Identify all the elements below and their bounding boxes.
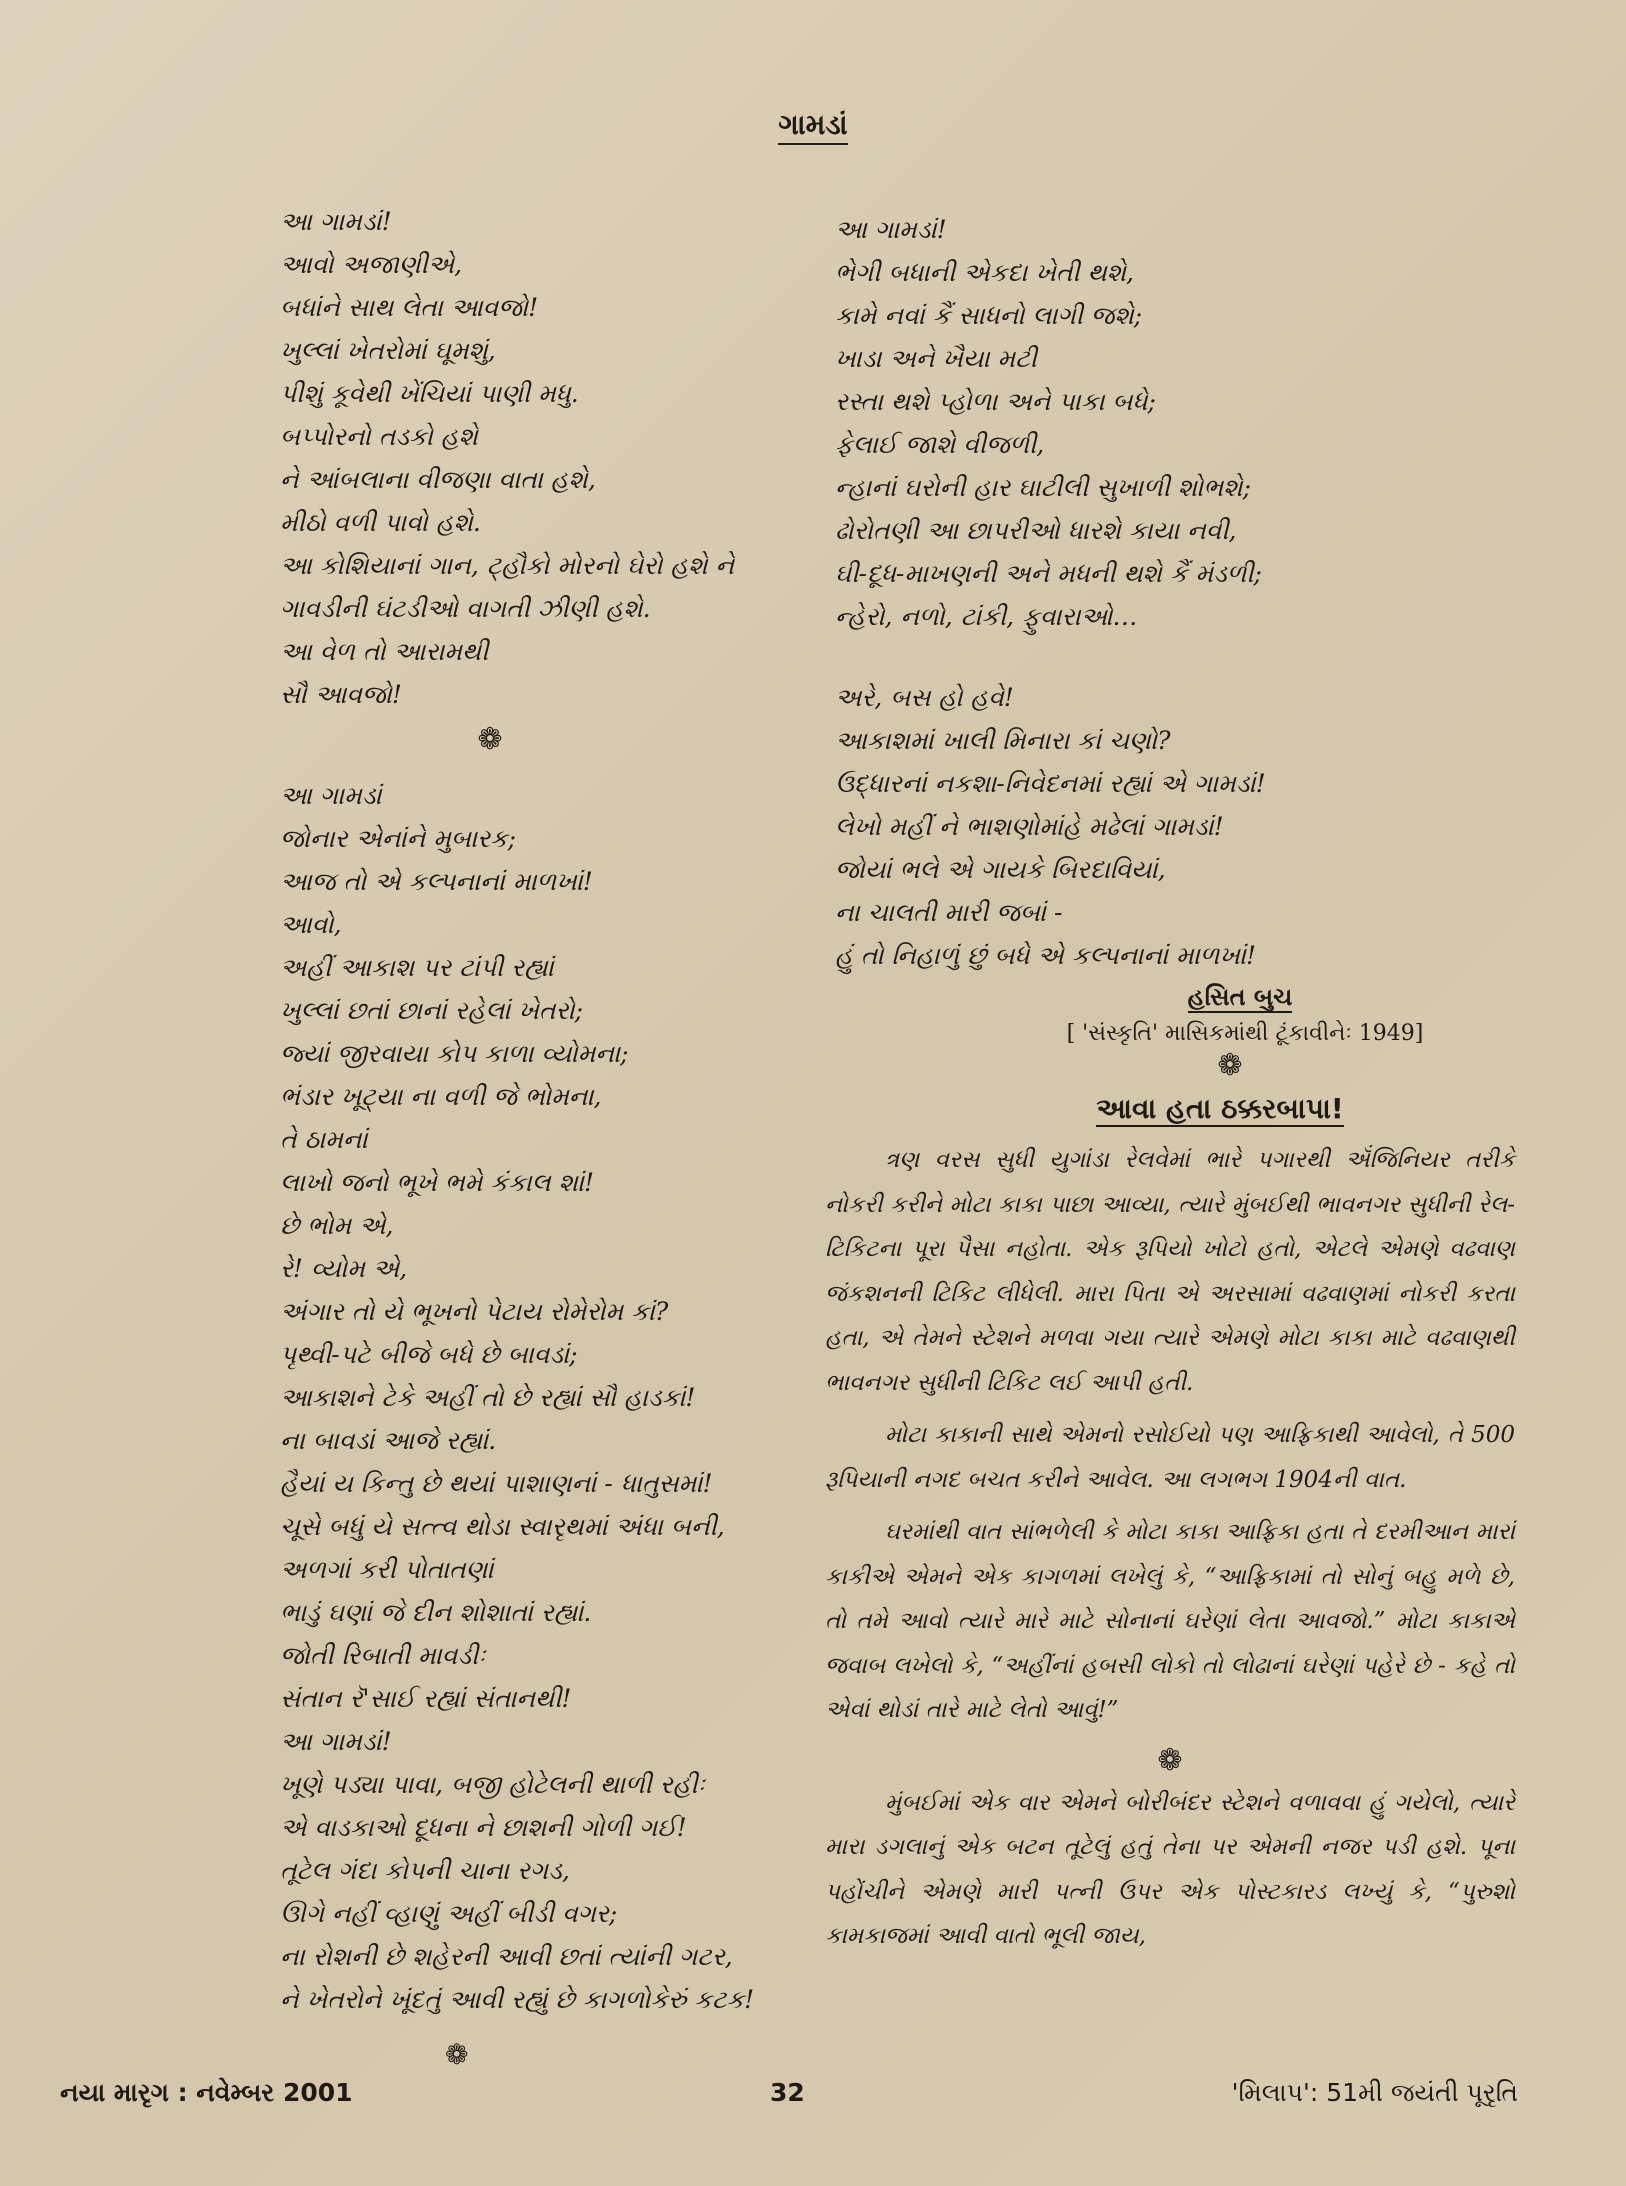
poem-line: બપ્પોરનો તડકો હશે (280, 422, 478, 451)
poem-line: ને ખેતરોને ખૂંદતું આવી રહ્યું છે કાગળોકેરું કટક! (280, 1985, 755, 2014)
poem-line: અહીં આકાશ પર ટાંપી રહ્યાં (280, 953, 554, 982)
poem-line: મીઠો વળી પાવો હશે. (280, 508, 481, 537)
poem-line: તૂટેલ ગંદા કોપની ચાના રગડ, (280, 1856, 570, 1885)
poem-line: રસ્તા થશે પ્હોળા અને પાકા બધે; (835, 387, 1156, 416)
poem-line: ખુલ્લાં ખેતરોમાં ઘૂમશું, (280, 336, 496, 365)
poem-line: આજ તો એ કલ્પનાનાં માળખાં! (280, 867, 593, 896)
poem-line: સૌ આવજો! (280, 680, 402, 709)
poem-line: હૈયાં ય કિન્તુ છે થયાં પાશાણનાં - ધાતુસમાં! (280, 1469, 713, 1498)
page-number: 32 (770, 2078, 805, 2107)
poem-line: છે ભોમ એ, (280, 1211, 394, 1240)
poem-line: આકાશમાં ખાલી મિનારા કાં ચણો? (835, 726, 1171, 755)
poem-line: કામે નવાં કૈં સાધનો લાગી જશે; (835, 301, 1143, 330)
poem-line: આ ગામડાં! (280, 1727, 392, 1756)
poem-line: અરે, બસ હો હવે! (835, 683, 1014, 712)
flower-ornament: ❁ (477, 722, 503, 757)
author-name: હસિત બુચ (1187, 983, 1293, 1011)
poem-line: સંતાન રૅ'સાઈ રહ્યાં સંતાનથી! (280, 1684, 572, 1713)
poem-line: આ કોશિયાનાં ગાન, ટ્હૌકો મોરનો ઘેરો હશે ને (280, 551, 735, 580)
article-paragraph: મોટા કાકાની સાથે એમનો રસોઈયો પણ આફ્રિકાથી આવેલો, તે 500 રૂપિયાની નગદ બચત કરીને આવેલ. આ લગભગ 1904ની વાત. (825, 1422, 1515, 1493)
poem-line: લાખો જનો ભૂખે ભમે કંકાલ શાં! (280, 1168, 595, 1197)
left-stanza-1 (280, 200, 840, 716)
poem-line: બધાંને સાથ લેતા આવજો! (280, 293, 539, 322)
poem-line: ઘી-દૂધ-માખણની અને મધની થશે કૈં મંડળી; (835, 559, 1262, 588)
right-column (825, 208, 1525, 1967)
poem-line: ઢોરોતણી આ છાપરીઓ ધારશે કાયા નવી, (835, 516, 1237, 545)
right-stanza-2 (835, 676, 1525, 977)
poem-line: પીશું કૂવેથી ખેંચિયાં પાણી મધુ. (280, 379, 579, 408)
poem-line: ભંડાર ખૂટ્યા ના વળી જે ભોમના, (280, 1082, 602, 1111)
poem-line: અંગાર તો યે ભૂખનો પેટાય રોમેરોમ કાં? (280, 1297, 669, 1326)
flower-ornament: ❁ (445, 2038, 469, 2071)
poem-line: જોયાં ભલે એ ગાયકે બિરદાવિયાં, (835, 855, 1166, 884)
page-title: ગામડાં (778, 108, 847, 145)
poem-line: જોનાર એનાંને મુબારક; (280, 824, 517, 853)
poem-line: લેખો મહીં ને ભાશણોમાંહે મઢેલાં ગામડાં! (835, 812, 1224, 841)
poem-line: ચૂસે બધું યે સત્ત્વ થોડા સ્વારૃથમાં અંધા બની, (280, 1512, 725, 1541)
article-paragraph: મુંબઈમાં એક વાર એમને બોરીબંદર સ્ટેશને વળાવવા હું ગયેલો, ત્યારે મારા ડગલાનું એક બટન તૂટેલું હતું તેના પર એમની નજર પડી હશે. પૂના પહોંચીને એમણે મારી પત્ની ઉપર એક પોસ્ટકારડ લખ્યું કે, “પુરુશો કામકાજમાં આવી વાતો ભૂલી જાય, (825, 1789, 1515, 1949)
poem-line: ના રોશની છે શહેરની આવી છતાં ત્યાંની ગટર, (280, 1942, 733, 1971)
page-header (0, 108, 1626, 142)
poem-line: આ ગામડાં (280, 781, 382, 810)
poem-line: હું તો નિહાળું છું બધે એ કલ્પનાનાં માળખાં! (835, 941, 1257, 970)
poem-line: ગાવડીની ઘંટડીઓ વાગતી ઝીણી હશે. (280, 594, 651, 623)
stanza-gap (835, 638, 1525, 676)
article-title-text: આવા હતા ઠક્કરબાપા! (1096, 1092, 1344, 1125)
poem-line: ના બાવડાં આજે રહ્યાં. (280, 1426, 497, 1455)
footer-supplement: 'મિલાપ': 51મી જયંતી પૂરૃતિ (1231, 2078, 1518, 2107)
footer-magazine: નયા મારૃગ : નવેમ્બર 2001 (60, 2078, 353, 2107)
poem-line: આવો, (280, 910, 342, 939)
poem-line: અળગાં કરી પોતાતણાં (280, 1555, 494, 1584)
poem-line: ન્હેરો, નળો, ટાંકી, ફુવારાઓ… (835, 602, 1138, 631)
poem-line: ખાડા અને ખૈયા મટી (835, 344, 1037, 373)
poem-line: આકાશને ટેકે અહીં તો છે રહ્યાં સૌ હાડકાં! (280, 1383, 696, 1412)
flower-ornament: ❁ (1217, 1048, 1243, 1083)
poem-line: ઊગે નહીં વ્હાણું અહીં બીડી વગર; (280, 1899, 618, 1928)
poem-line: ખુલ્લાં છતાં છાનાં રહેલાં ખેતરો; (280, 996, 584, 1025)
poem-line: આ ગામડાં! (280, 207, 392, 236)
poem-line: પૃથ્વી-પટે બીજે બધે છે બાવડાં; (280, 1340, 578, 1369)
left-column (280, 200, 840, 2021)
poem-line: ન્હાનાં ઘરોની હાર ઘાટીલી સુખાળી શોભશે; (835, 473, 1252, 502)
poem-line: ખૂણે પડ્યા પાવા, બજી હોટેલની થાળી રહીઃ (280, 1770, 705, 1799)
poem-author (835, 983, 1525, 1011)
poem-line: આ વેળ તો આરામથી (280, 637, 489, 666)
poem-line: ભાડું ઘણાં જે દીન શોશાતાં રહ્યાં. (280, 1598, 592, 1627)
article-paragraph: ત્રણ વરસ સુધી યુગાંડા રેલવેમાં ભારે પગારથી ઍંજિનિયર તરીકે નોકરી કરીને મોટા કાકા પાછા આવ્યા, ત્યારે મુંબઈથી ભાવનગર સુધીની રેલ-ટિકિટના પૂરા પૈસા નહોતા. એક રૂપિયો ખોટો હતો, એટલે એમણે વઢવાણ જંકશનની ટિકિટ લીધેલી. મારા પિતા એ અરસામાં વઢવાણમાં નોકરી કરતા હતા, એ તેમને સ્ટેશને મળવા ગયા ત્યારે એમણે મોટા કાકા માટે વઢવાણથી ભાવનગર સુધીની ટિકિટ લઈ આપી હતી. (825, 1147, 1515, 1396)
poem-line: જોતી રિબાતી માવડીઃ (280, 1641, 486, 1670)
article-paragraph: ઘરમાંથી વાત સાંભળેલી કે મોટા કાકા આફ્રિકા હતા તે દરમીઆન મારાં કાકીએ એમને એક કાગળમાં લખેલું કે, “આફ્રિકામાં તો સોનું બહુ મળે છે, તો તમે આવો ત્યારે મારે માટે સોનાનાં ઘરેણાં લેતા આવજો.” મોટા કાકાએ જવાબ લખેલો કે, “અહીંનાં હબસી લોકો તો લોઢાનાં ઘરેણાં પહેરે છે - કહે તો એવાં થોડાં તારે માટે લેતો આવું!” (825, 1519, 1515, 1723)
left-stanza-2 (280, 774, 840, 2021)
poem-line: એ વાડકાઓ દૂધના ને છાશની ગોળી ગઈ! (280, 1813, 687, 1842)
right-stanza-1 (835, 208, 1525, 638)
flower-ornament: ❁ (1157, 1742, 1183, 1778)
poem-line: ના ચાલતી મારી જબાં - (835, 898, 1063, 927)
poem-source: [ 'સંસ્કૃતિ' માસિકમાંથી ટૂંકાવીનેઃ 1949] (1066, 1021, 1424, 1046)
page-footer (0, 2078, 1626, 2128)
poem-line: ને આંબલાના વીજણા વાતા હશે, (280, 465, 596, 494)
poem-line: આ ગામડાં! (835, 215, 947, 244)
poem-line: ભેગી બધાની એકદા ખેતી થશે, (835, 258, 1134, 287)
poem-line: રે! વ્યોમ એ, (280, 1254, 408, 1283)
article-title (835, 1092, 1525, 1126)
poem-line: જ્યાં જીરવાયા કોપ કાળા વ્યોમના; (280, 1039, 629, 1068)
poem-line: તે ઠામનાં (280, 1125, 368, 1154)
poem-line: ફેલાઈ જાશે વીજળી, (835, 430, 1045, 459)
article-body (825, 1138, 1515, 1959)
poem-line: આવો અજાણીએ, (280, 250, 463, 279)
poem-line: ઉદ્ધારનાં નકશા-નિવેદનમાં રહ્યાં એ ગામડાં! (835, 769, 1266, 798)
